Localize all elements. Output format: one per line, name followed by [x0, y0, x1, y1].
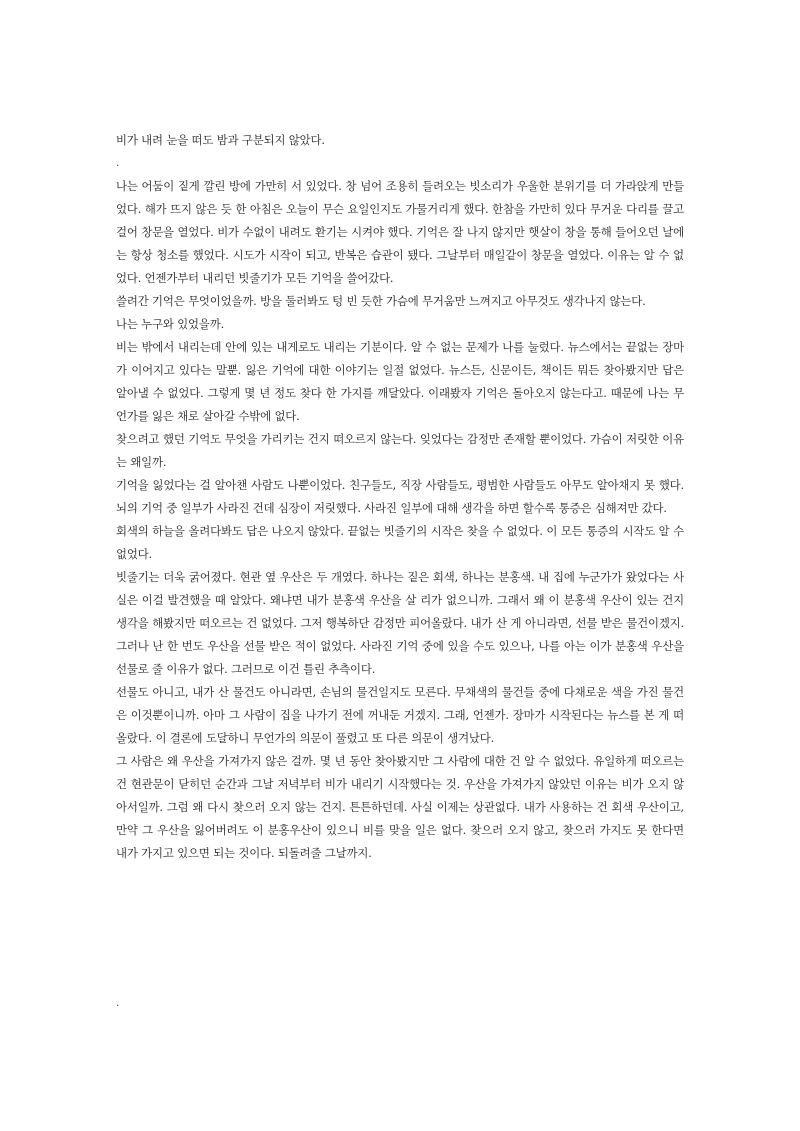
paragraph-3: 나는 누구와 있었을까. — [116, 317, 225, 331]
paragraph-1: 나는 어둠이 짙게 깔린 방에 가만히 서 있었다. 창 넘어 조용히 들려오는 빗소리가 우울한 분위기를 더 가라앉게 만들었다. 해가 뜨지 않은 듯 한 아침은 오늘이 무슨 요일인지도 가물거리게 했다. 한참을 가만히 있다 무거운 다리를 끌고 걸어 창문을 열었다. 비가 수없이 내려도 환기는 시켜야 했다. 기억은 잘 나지 않지만 햇살이 창을 통해 들어오던 날에는 항상 청소를 했었다. 시도가 시작이 되고, 반복은 습관이 됐다. 그날부터 매일같이 창문을 열었다. 이유는 알 수 없었다. 언젠가부터 내리던 빗줄기가 모든 기억을 쓸어갔다. — [116, 179, 684, 285]
paragraph-10: 그 사람은 왜 우산을 가져가지 않은 걸까. 몇 년 동안 찾아봤지만 그 사람에 대한 건 알 수 없었다. 유일하게 떠오르는 건 현관문이 닫히던 순간과 그날 저녁부터 비가 내리기 시작했다는 것. 우산을 가져가지 않았던 이유는 비가 오지 않아서일까. 그럼 왜 다시 찾으러 오지 않는 건지. 튼튼하던데. 사실 이제는 상관없다. 내가 사용하는 건 회색 우산이고, 만약 그 우산을 잃어버려도 이 분홍우산이 있으니 비를 맞을 일은 없다. 찾으러 오지 않고, 찾으러 가지도 못 한다면 내가 가지고 있으면 되는 것이다. 되돌려줄 그날까지. — [116, 754, 684, 860]
document-body — [116, 129, 684, 865]
paragraph-9: 선물도 아니고, 내가 산 물건도 아니라면, 손님의 물건일지도 모른다. 무채색의 물건들 중에 다채로운 색을 가진 물건은 이것뿐이니까. 아마 그 사람이 집을 나가기 전에 꺼내둔 거겠지. 그래, 언젠가. 장마가 시작된다는 뉴스를 본 게 떠올랐다. 이 결론에 도달하니 무언가의 의문이 풀렸고 또 다른 의문이 생겨났다. — [116, 685, 684, 745]
paragraph-4: 비는 밖에서 내리는데 안에 있는 내게로도 내리는 기분이다. 알 수 없는 문제가 나를 눌렀다. 뉴스에서는 끝없는 장마가 이어지고 있다는 말뿐. 잃은 기억에 대한 이야기는 일절 없었다. 뉴스든, 신문이든, 책이든 뭐든 찾아봤지만 답은 알아낼 수 없었다. 그렇게 몇 년 정도 찾다 한 가지를 깨달았다. 이래봤자 기억은 돌아오지 않는다고. 때문에 나는 무언가를 잃은 채로 살아갈 수밖에 없다. — [116, 340, 684, 423]
separator-dot: . — [116, 158, 120, 169]
opening-line: 비가 내려 눈을 떠도 밤과 구분되지 않았다. — [116, 133, 325, 147]
paragraph-6: 기억을 잃었다는 걸 알아챈 사람도 나뿐이었다. 친구들도, 직장 사람들도, 평범한 사람들도 아무도 알아채지 못 했다. 뇌의 기억 중 일부가 사라진 건데 심장이 저릿했다. 사라진 일부에 대해 생각을 하면 할수록 통증은 심해져만 갔다. — [116, 478, 684, 515]
paragraph-8: 빗줄기는 더욱 굵어졌다. 현관 옆 우산은 두 개였다. 하나는 짙은 회색, 하나는 분홍색. 내 집에 누군가가 왔었다는 사실은 이걸 발견했을 때 알았다. 왜냐면 내가 분홍색 우산을 살 리가 없으니까. 그래서 왜 이 분홍색 우산이 있는 건지 생각을 해봤지만 떠오르는 건 없었다. 그저 행복하단 감정만 피어올랐다. 내가 산 게 아니라면, 선물 받은 물건이겠지. 그러나 난 한 번도 우산을 선물 받은 적이 없었다. 사라진 기억 중에 있을 수도 있으나, 나를 아는 이가 분홍색 우산을 선물로 줄 이유가 없다. 그러므로 이건 틀린 추측이다. — [116, 570, 684, 676]
end-mark: . — [116, 998, 120, 1009]
paragraph-2: 쓸려간 기억은 무엇이었을까. 방을 둘러봐도 텅 빈 듯한 가슴에 무거움만 느껴지고 아무것도 생각나지 않는다. — [116, 294, 646, 308]
paragraph-7: 회색의 하늘을 올려다봐도 답은 나오지 않았다. 끝없는 빗줄기의 시작은 찾을 수 없었다. 이 모든 통증의 시작도 알 수 없었다. — [116, 524, 684, 561]
paragraph-5: 찾으려고 했던 기억도 무엇을 가리키는 건지 떠오르지 않는다. 잊었다는 감정만 존재할 뿐이었다. 가슴이 저릿한 이유는 왜일까. — [116, 432, 684, 469]
